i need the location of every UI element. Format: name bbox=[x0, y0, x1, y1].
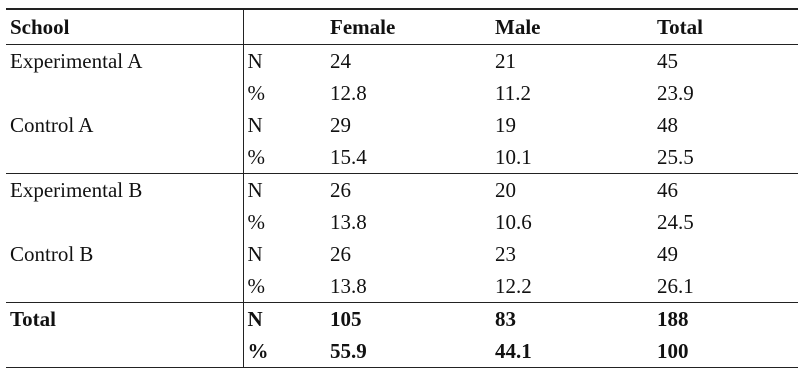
header-total: Total bbox=[657, 15, 703, 39]
school-cell: Total bbox=[6, 303, 243, 336]
table-row bbox=[6, 238, 798, 270]
male-cell: 19 bbox=[495, 113, 516, 137]
table-row bbox=[6, 206, 798, 238]
table-row bbox=[6, 303, 798, 336]
table-row bbox=[6, 270, 798, 303]
female-cell: 13.8 bbox=[330, 210, 367, 234]
header-row bbox=[6, 9, 798, 45]
male-cell: 44.1 bbox=[491, 335, 653, 368]
header-male: Male bbox=[495, 15, 541, 39]
stat-cell: N bbox=[243, 174, 326, 207]
stat-cell: % bbox=[243, 141, 326, 174]
stat-cell: N bbox=[243, 109, 326, 141]
school-cell bbox=[6, 141, 243, 174]
table-row bbox=[6, 141, 798, 174]
school-cell: Experimental A bbox=[10, 49, 143, 73]
total-cell: 46 bbox=[653, 174, 798, 207]
clipped-caption-fragment bbox=[0, 0, 804, 6]
school-cell bbox=[6, 335, 243, 368]
female-cell: 29 bbox=[330, 113, 351, 137]
male-cell: 10.6 bbox=[495, 210, 532, 234]
school-cell bbox=[6, 270, 243, 303]
table-row bbox=[6, 109, 798, 141]
header-female: Female bbox=[330, 15, 396, 39]
total-cell: 26.1 bbox=[657, 274, 694, 298]
male-cell: 20 bbox=[491, 174, 653, 207]
stat-cell: % bbox=[243, 206, 326, 238]
school-cell: Experimental B bbox=[6, 174, 243, 207]
female-cell: 13.8 bbox=[330, 274, 367, 298]
stat-cell: % bbox=[243, 335, 326, 368]
female-cell: 12.8 bbox=[330, 81, 367, 105]
school-cell: Control B bbox=[10, 242, 94, 266]
total-cell: 45 bbox=[657, 49, 678, 73]
stat-cell: N bbox=[243, 238, 326, 270]
school-cell bbox=[6, 77, 243, 109]
header-stat bbox=[243, 9, 326, 45]
male-cell: 10.1 bbox=[495, 145, 532, 169]
female-cell: 26 bbox=[330, 242, 351, 266]
female-cell: 26 bbox=[326, 174, 491, 207]
male-cell: 12.2 bbox=[495, 274, 532, 298]
table-row bbox=[6, 174, 798, 207]
total-cell: 25.5 bbox=[657, 145, 694, 169]
total-cell: 24.5 bbox=[657, 210, 694, 234]
table-row bbox=[6, 77, 798, 109]
female-cell: 15.4 bbox=[330, 145, 367, 169]
female-cell: 55.9 bbox=[326, 335, 491, 368]
school-gender-table bbox=[6, 8, 798, 368]
total-cell: 49 bbox=[657, 242, 678, 266]
stat-cell: % bbox=[243, 77, 326, 109]
total-cell: 188 bbox=[653, 303, 798, 336]
table-row bbox=[6, 45, 798, 78]
female-cell: 24 bbox=[330, 49, 351, 73]
stat-cell: % bbox=[243, 270, 326, 303]
male-cell: 21 bbox=[495, 49, 516, 73]
female-cell: 105 bbox=[326, 303, 491, 336]
stat-cell: N bbox=[243, 303, 326, 336]
total-cell: 100 bbox=[653, 335, 798, 368]
male-cell: 11.2 bbox=[495, 81, 531, 105]
school-cell bbox=[6, 206, 243, 238]
total-cell: 48 bbox=[657, 113, 678, 137]
header-school: School bbox=[10, 15, 70, 39]
male-cell: 83 bbox=[491, 303, 653, 336]
total-cell: 23.9 bbox=[657, 81, 694, 105]
male-cell: 23 bbox=[495, 242, 516, 266]
table-row bbox=[6, 335, 798, 368]
stat-cell: N bbox=[243, 45, 326, 78]
school-cell: Control A bbox=[10, 113, 94, 137]
